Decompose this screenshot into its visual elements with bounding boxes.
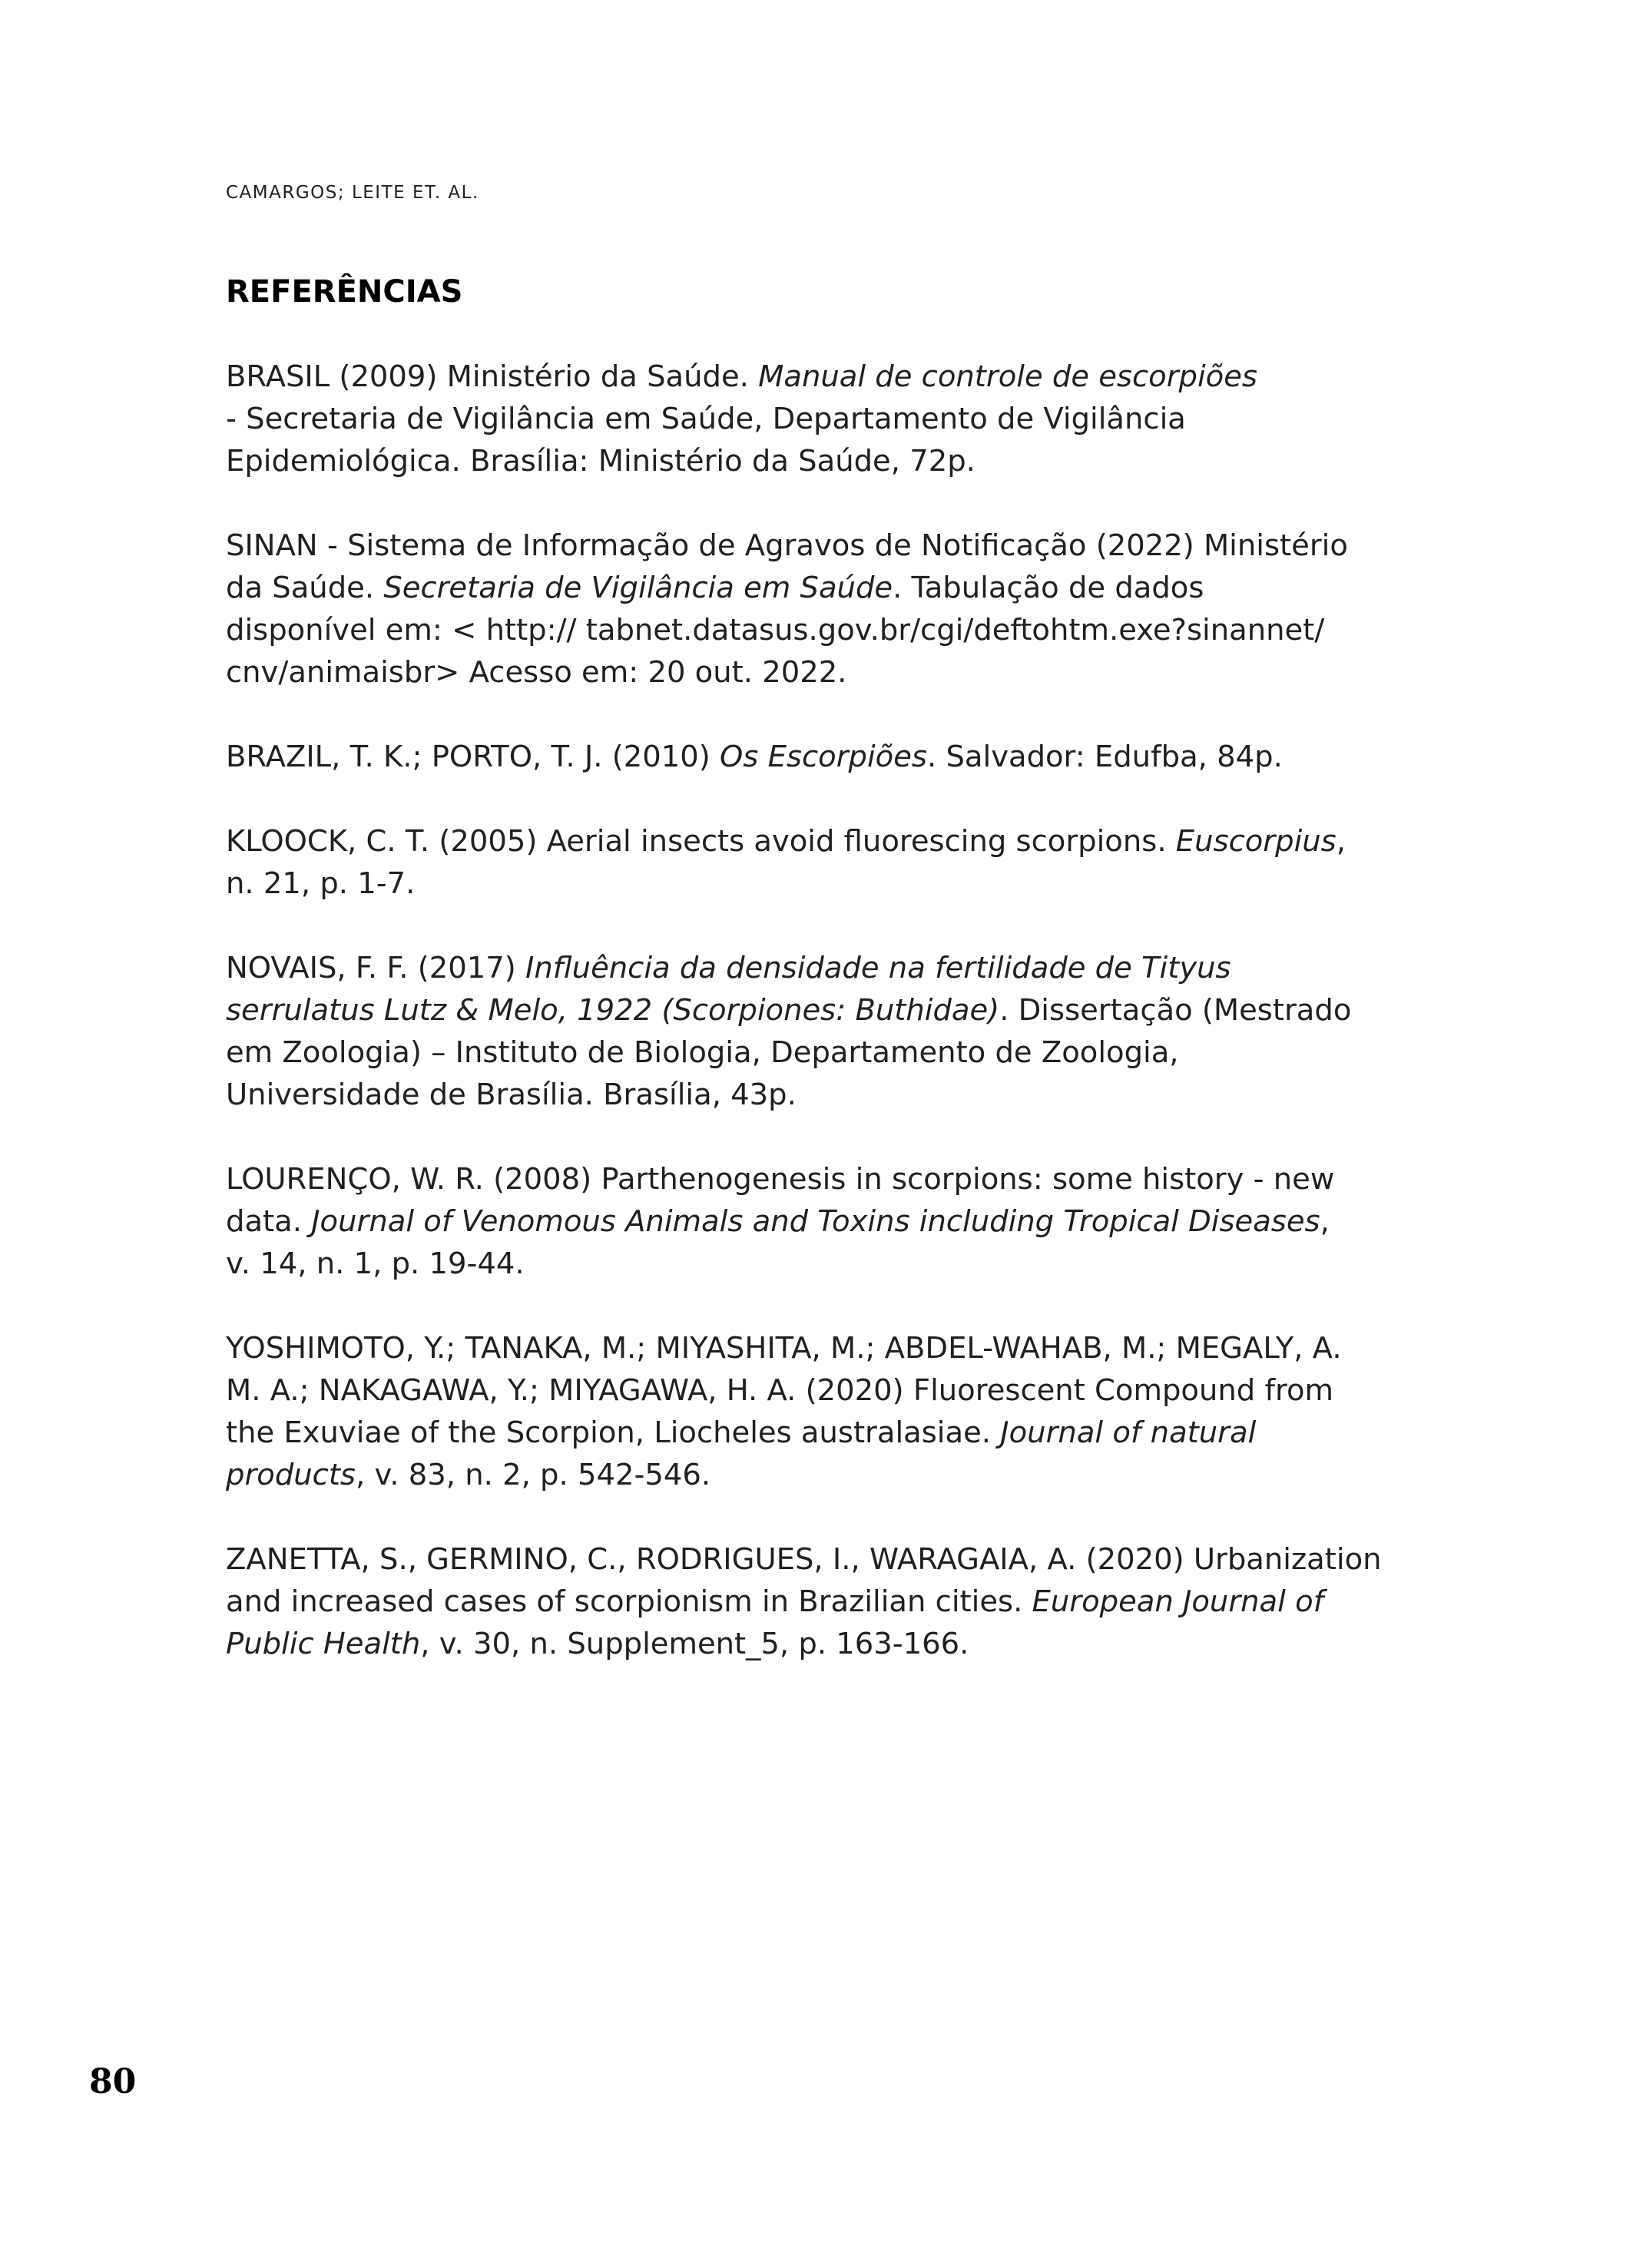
reference-line	[226, 1031, 1424, 1074]
reference-text: cnv/animaisbr> Acesso em: 20 out. 2022.	[226, 655, 847, 690]
reference-text: , v. 30, n. Supplement_5, p. 163-166.	[420, 1627, 969, 1661]
reference-text: LOURENÇO, W. R. (2008) Parthenogenesis in scorpions: some history - new	[226, 1162, 1335, 1197]
reference-entry	[226, 525, 1424, 694]
reference-line	[226, 609, 1424, 651]
reference-line	[226, 820, 1424, 863]
reference-italic-text: Public Health	[226, 1627, 421, 1661]
reference-line	[226, 440, 1424, 482]
reference-line	[226, 651, 1424, 694]
reference-text: NOVAIS, F. F. (2017)	[226, 951, 526, 985]
reference-line	[226, 1454, 1424, 1496]
reference-line	[226, 525, 1424, 567]
reference-text: ,	[1320, 1204, 1330, 1239]
reference-text: . Dissertação (Mestrado	[999, 993, 1352, 1028]
reference-line	[226, 989, 1424, 1031]
reference-text: KLOOCK, C. T. (2005) Aerial insects avoid fluorescing scorpions.	[226, 824, 1176, 859]
reference-italic-text: Os Escorpiões	[720, 740, 927, 774]
reference-text: - Secretaria de Vigilância em Saúde, Departamento de Vigilância	[226, 402, 1186, 436]
reference-line	[226, 1369, 1424, 1412]
reference-text: n. 21, p. 1-7.	[226, 866, 416, 901]
reference-line	[226, 1623, 1424, 1665]
reference-italic-text: European Journal of	[1032, 1584, 1324, 1619]
reference-entry	[226, 1327, 1424, 1496]
reference-italic-text: Influência da densidade na fertilidade de Tityus	[525, 951, 1231, 985]
reference-italic-text: Journal of natural	[1000, 1415, 1257, 1450]
reference-entry	[226, 356, 1424, 482]
reference-line	[226, 1538, 1424, 1581]
reference-text: Universidade de Brasília. Brasília, 43p.	[226, 1078, 797, 1112]
reference-text: BRASIL (2009) Ministério da Saúde.	[226, 359, 759, 394]
running-header: CAMARGOS; LEITE ET. AL.	[226, 183, 479, 203]
reference-italic-text: Euscorpius	[1175, 824, 1337, 859]
reference-entry	[226, 1158, 1424, 1285]
reference-text: ,	[1336, 824, 1346, 859]
reference-italic-text: serrulatus Lutz & Melo, 1922 (Scorpiones: Buthidae)	[226, 993, 1000, 1028]
reference-line	[226, 1074, 1424, 1116]
reference-italic-text: products	[226, 1458, 356, 1492]
reference-text: v. 14, n. 1, p. 19-44.	[226, 1247, 525, 1281]
reference-italic-text: Journal of Venomous Animals and Toxins including Tropical Diseases	[311, 1204, 1320, 1239]
reference-text: Epidemiológica. Brasília: Ministério da Saúde, 72p.	[226, 444, 975, 478]
reference-line	[226, 1243, 1424, 1285]
section-title: REFERÊNCIAS	[226, 274, 463, 310]
reference-line	[226, 736, 1424, 778]
reference-line	[226, 1412, 1424, 1454]
reference-text: the Exuviae of the Scorpion, Liocheles australasiae.	[226, 1415, 1001, 1450]
reference-entry	[226, 736, 1424, 778]
reference-italic-text: Secretaria de Vigilância em Saúde	[383, 571, 893, 605]
reference-italic-text: Manual de controle de escorpiões	[758, 359, 1257, 394]
reference-text: disponível em: < http:// tabnet.datasus.gov.br/cgi/deftohtm.exe?sinannet/	[226, 613, 1325, 647]
reference-line	[226, 356, 1424, 398]
reference-line	[226, 947, 1424, 989]
reference-text: da Saúde.	[226, 571, 384, 605]
reference-text: M. A.; NAKAGAWA, Y.; MIYAGAWA, H. A. (2020) Fluorescent Compound from	[226, 1373, 1334, 1408]
reference-line	[226, 398, 1424, 440]
reference-text: ZANETTA, S., GERMINO, C., RODRIGUES, I., WARAGAIA, A. (2020) Urbanization	[226, 1542, 1382, 1577]
reference-line	[226, 1200, 1424, 1243]
reference-line	[226, 1327, 1424, 1369]
reference-entry	[226, 820, 1424, 905]
reference-text: , v. 83, n. 2, p. 542-546.	[355, 1458, 711, 1492]
reference-line	[226, 567, 1424, 609]
reference-text: . Tabulação de dados	[893, 571, 1204, 605]
reference-list	[226, 356, 1424, 1707]
reference-text: data.	[226, 1204, 312, 1239]
reference-text: SINAN - Sistema de Informação de Agravos de Notificação (2022) Ministério	[226, 528, 1348, 563]
reference-text: and increased cases of scorpionism in Brazilian cities.	[226, 1584, 1032, 1619]
reference-text: BRAZIL, T. K.; PORTO, T. J. (2010)	[226, 740, 720, 774]
reference-text: YOSHIMOTO, Y.; TANAKA, M.; MIYASHITA, M.; ABDEL-WAHAB, M.; MEGALY, A.	[226, 1331, 1342, 1366]
reference-entry	[226, 1538, 1424, 1665]
reference-line	[226, 1158, 1424, 1200]
reference-line	[226, 863, 1424, 905]
reference-text: em Zoologia) – Instituto de Biologia, Departamento de Zoologia,	[226, 1035, 1179, 1070]
reference-text: . Salvador: Edufba, 84p.	[926, 740, 1283, 774]
reference-entry	[226, 947, 1424, 1116]
reference-line	[226, 1581, 1424, 1623]
page-number: 80	[89, 2062, 137, 2101]
